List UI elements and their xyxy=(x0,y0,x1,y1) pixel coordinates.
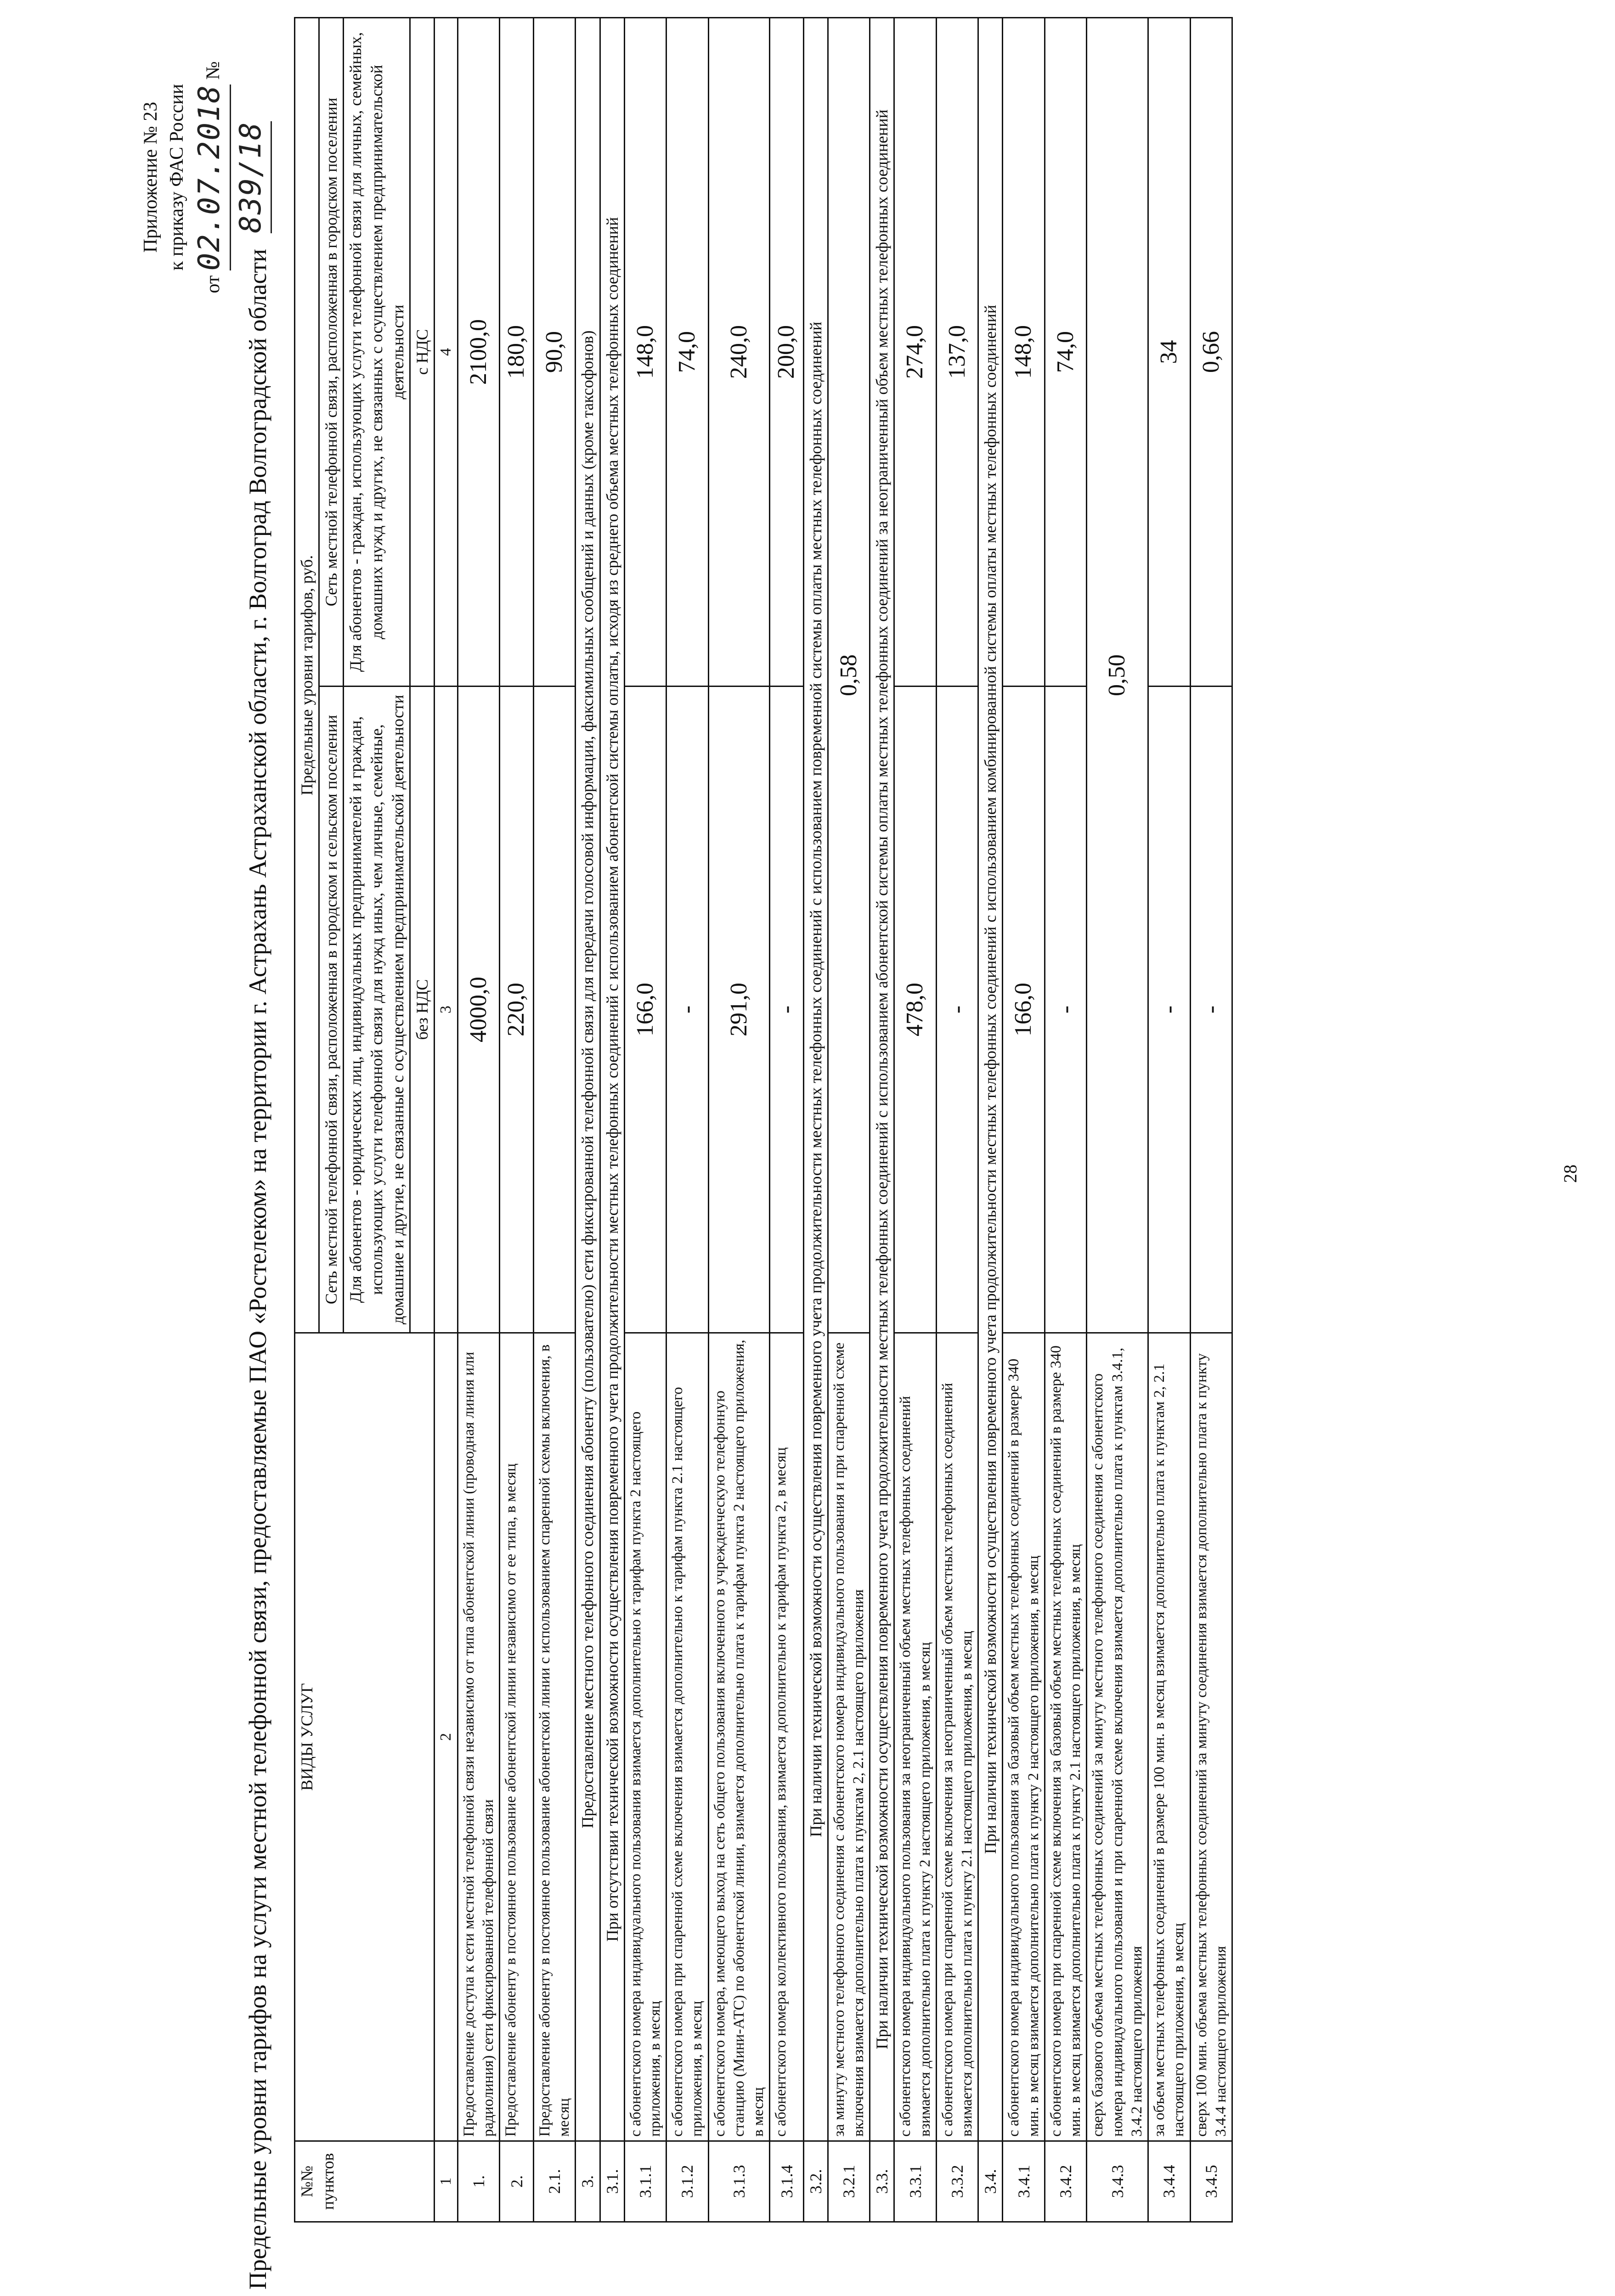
item-number: 3.4.1 xyxy=(1003,2141,1045,2222)
rate-value-with-vat: 90,0 xyxy=(534,18,576,687)
service-description: Предоставление абоненту в постоянное пользование абонентской линии независимо от ее типа, в месяц xyxy=(500,1333,534,2141)
subscribers-citizen-header: Для абонентов - граждан, использующих услуги телефонной связи для личных, семейных, домашних нужд и других, не связанных с осуществлением предпринимательской деятельности xyxy=(344,18,410,687)
section-title: При наличии технической возможности осуществления повременного учета продолжительности местных телефонных соединений с использованием абонентской системы оплаты местных телефонных соединений за неограниченный объем местных телефонных соединений xyxy=(870,18,894,2141)
with-vat-header: с НДС xyxy=(410,18,435,687)
item-number: 3.2.1 xyxy=(828,2141,870,2222)
column-index: 4 xyxy=(435,18,458,687)
service-description: с абонентского номера при спаренной схеме включения за базовый объем местных телефонных соединений в размере 340 мин. в месяц взимается дополнительно плата к пункту 2.1 настоящего приложения, в месяц xyxy=(1045,1333,1086,2141)
item-number: 3.1.1 xyxy=(624,2141,666,2222)
rate-value: 0,58 xyxy=(828,18,870,1333)
order-number: 839/18 xyxy=(231,121,272,233)
section-title: При отсутствии технической возможности осуществления повременного учета продолжительности местных телефонных соединений с использованием абонентской системы оплаты, исходя из среднего объема местных телефонных соединений xyxy=(600,18,624,2141)
item-number: 3.3.2 xyxy=(936,2141,978,2222)
item-number: 2. xyxy=(500,2141,534,2222)
tariff-rows xyxy=(457,18,1232,2222)
rate-value-no-vat: - xyxy=(666,687,708,1333)
order-date: 02.07.2018 xyxy=(190,84,231,270)
table-row xyxy=(666,18,708,2222)
item-number: 3.1.4 xyxy=(770,2141,804,2222)
column-index: 3 xyxy=(435,687,458,1333)
service-description: сверх базового объема местных телефонных соединений за минуту местного телефонного соединения с абонентского номера индивидуального пользования и при спаренной схеме включения взимается дополнительно плата к пунктам 3.4.1, 3.4.2 настоящего приложения xyxy=(1087,1333,1148,2141)
rate-value-with-vat: 0,66 xyxy=(1190,18,1232,687)
table-row xyxy=(1190,18,1232,2222)
table-row xyxy=(1003,18,1045,2222)
item-number: 2.1. xyxy=(534,2141,576,2222)
order-reference: к приказу ФАС России xyxy=(166,84,187,271)
rate-value-no-vat: 220,0 xyxy=(500,687,534,1333)
tariff-table xyxy=(294,17,1233,2223)
rate-value-with-vat: 148,0 xyxy=(624,18,666,687)
rate-value-with-vat: 274,0 xyxy=(894,18,936,687)
table-row xyxy=(1087,18,1148,2222)
item-number: 3.3.1 xyxy=(894,2141,936,2222)
document-title: Предельные уровни тарифов на услуги местной телефонной связи, предоставляемые ПАО «Ростелеком» на территории г. Астрахань Астраханской области, г. Волгоград Волгоградской области xyxy=(244,249,271,2290)
rate-value-with-vat: 180,0 xyxy=(500,18,534,687)
section-row xyxy=(803,18,828,2222)
service-description: с абонентского номера индивидуального пользования за неограниченный объем местных телефонных соединений взимается дополнительно плата к пункту 2 настоящего приложения, в месяц xyxy=(894,1333,936,2141)
column-index: 2 xyxy=(435,1333,458,2141)
item-number: 1. xyxy=(457,2141,499,2222)
rate-value-with-vat: 74,0 xyxy=(666,18,708,687)
service-description: Предоставление доступа к сети местной телефонной связи независимо от типа абонентской линии (проводная линия или радиолиния) сети фиксированной телефонной связи xyxy=(457,1333,499,2141)
item-number: 3.4. xyxy=(978,2141,1003,2222)
rate-value-no-vat: 166,0 xyxy=(1003,687,1045,1333)
item-number: 3.3. xyxy=(870,2141,894,2222)
service-description: с абонентского номера индивидуального пользования взимается дополнительно к тарифам пункта 2 настоящего приложения, в месяц xyxy=(624,1333,666,2141)
column-header-levels: Предельные уровни тарифов, руб. xyxy=(295,18,319,1333)
subscribers-legal-header: Для абонентов - юридических лиц, индивидуальных предпринимателей и граждан, использующих услуги телефонной связи для нужд иных, чем личные, семейные, домашние и другие, не связанные с осуществлением предпринимательской деятельности xyxy=(344,687,410,1333)
service-description: с абонентского номера, имеющего выход на сеть общего пользования включенного в учрежденческую телефонную станцию (Мини-АТС) по абонентской линии, взимается дополнительно плата к тарифам пункта 2 настоящего приложения, в месяц xyxy=(708,1333,770,2141)
network-urban-header: Сеть местной телефонной связи, расположенная в городском поселении xyxy=(319,18,344,687)
table-row xyxy=(936,18,978,2222)
section-title: При наличии технической возможности осуществления повременного учета продолжительности местных телефонных соединений с использованием повременной системы оплаты местных телефонных соединений xyxy=(803,18,828,2141)
rate-value-no-vat: 166,0 xyxy=(624,687,666,1333)
item-number: 3.1.2 xyxy=(666,2141,708,2222)
table-row xyxy=(534,18,576,2222)
table-row xyxy=(770,18,804,2222)
service-description: сверх 100 мин. объема местных телефонных соединений за минуту соединения взимается дополнительно плата к пункту 3.4.4 настоящего приложения xyxy=(1190,1333,1232,2141)
table-row xyxy=(457,18,499,2222)
rate-value-with-vat: 34 xyxy=(1148,18,1190,687)
service-description: с абонентского номера при спаренной схеме включения взимается дополнительно к тарифам пункта 2.1 настоящего приложения, в месяц xyxy=(666,1333,708,2141)
rate-value-no-vat: 478,0 xyxy=(894,687,936,1333)
table-row xyxy=(1045,18,1086,2222)
rate-value-no-vat: - xyxy=(1190,687,1232,1333)
column-index: 1 xyxy=(435,2141,458,2222)
section-row xyxy=(978,18,1003,2222)
rate-value-no-vat: - xyxy=(1148,687,1190,1333)
service-description: Предоставление абоненту в постоянное пользование абонентской линии с использованием спаренной схемы включения, в месяц xyxy=(534,1333,576,2141)
no-vat-header: без НДС xyxy=(410,687,435,1333)
item-number: 3.4.3 xyxy=(1087,2141,1148,2222)
rate-value: 0,50 xyxy=(1087,18,1148,1333)
order-from-label: от xyxy=(203,275,224,293)
rate-value-with-vat: 74,0 xyxy=(1045,18,1086,687)
service-description: с абонентского номера при спаренной схеме включения за неограниченный объем местных телефонных соединений взимается дополнительно плата к пункту 2.1 настоящего приложения, в месяц xyxy=(936,1333,978,2141)
section-title: При наличии технической возможности осуществления повременного учета продолжительности местных телефонных соединений с использованием комбинированной системы оплаты местных телефонных соединений xyxy=(978,18,1003,2141)
table-row xyxy=(624,18,666,2222)
appendix-number: Приложение № 23 xyxy=(140,101,161,253)
section-row xyxy=(600,18,624,2222)
rate-value-no-vat: 291,0 xyxy=(708,687,770,1333)
rate-value-no-vat: - xyxy=(936,687,978,1333)
rate-value-with-vat: 137,0 xyxy=(936,18,978,687)
service-description: с абонентского номера коллективного пользования, взимается дополнительно к тарифам пункта 2, в месяц xyxy=(770,1333,804,2141)
table-row xyxy=(708,18,770,2222)
rate-value-no-vat: 4000,0 xyxy=(457,687,499,1333)
service-description: за объем местных телефонных соединений в размере 100 мин. в месяц взимается дополнительно плата к пунктам 2, 2.1 настоящего приложения, в месяц xyxy=(1148,1333,1190,2141)
column-header-number: №№ пунктов xyxy=(295,2141,435,2222)
item-number: 3.1. xyxy=(600,2141,624,2222)
network-rural-header: Сеть местной телефонной связи, расположенная в городском и сельском поселении xyxy=(319,687,344,1333)
item-number: 3.1.3 xyxy=(708,2141,770,2222)
section-title: Предоставление местного телефонного соединения абоненту (пользователю) сети фиксированной телефонной связи для передачи голосовой информации, факсимильных сообщений и данных (кроме таксофонов) xyxy=(576,18,600,2141)
item-number: 3.4.5 xyxy=(1190,2141,1232,2222)
item-number: 3.4.4 xyxy=(1148,2141,1190,2222)
table-row xyxy=(828,18,870,2222)
rate-value-no-vat xyxy=(534,687,576,1333)
section-row xyxy=(576,18,600,2222)
table-row xyxy=(894,18,936,2222)
section-row xyxy=(870,18,894,2222)
item-number: 3.4.2 xyxy=(1045,2141,1086,2222)
rate-value-with-vat: 200,0 xyxy=(770,18,804,687)
table-row xyxy=(500,18,534,2222)
order-number-label: № xyxy=(203,61,224,80)
page-number: 28 xyxy=(1560,1165,1581,1183)
service-description: с абонентского номера индивидуального пользования за базовый объем местных телефонных соединений в размере 340 мин. в месяц взимается дополнительно плата к пункту 2 настоящего приложения, в месяц xyxy=(1003,1333,1045,2141)
column-header-service: ВИДЫ УСЛУГ xyxy=(295,1333,435,2141)
table-row xyxy=(1148,18,1190,2222)
rate-value-no-vat: - xyxy=(770,687,804,1333)
rate-value-with-vat: 2100,0 xyxy=(457,18,499,687)
service-description: за минуту местного телефонного соединения с абонентского номера индивидуального пользования и при спаренной схеме включения взимается дополнительно плата к пунктам 2, 2.1 настоящего приложения xyxy=(828,1333,870,2141)
rate-value-no-vat: - xyxy=(1045,687,1086,1333)
rate-value-with-vat: 148,0 xyxy=(1003,18,1045,687)
item-number: 3.2. xyxy=(803,2141,828,2222)
item-number: 3. xyxy=(576,2141,600,2222)
rate-value-with-vat: 240,0 xyxy=(708,18,770,687)
